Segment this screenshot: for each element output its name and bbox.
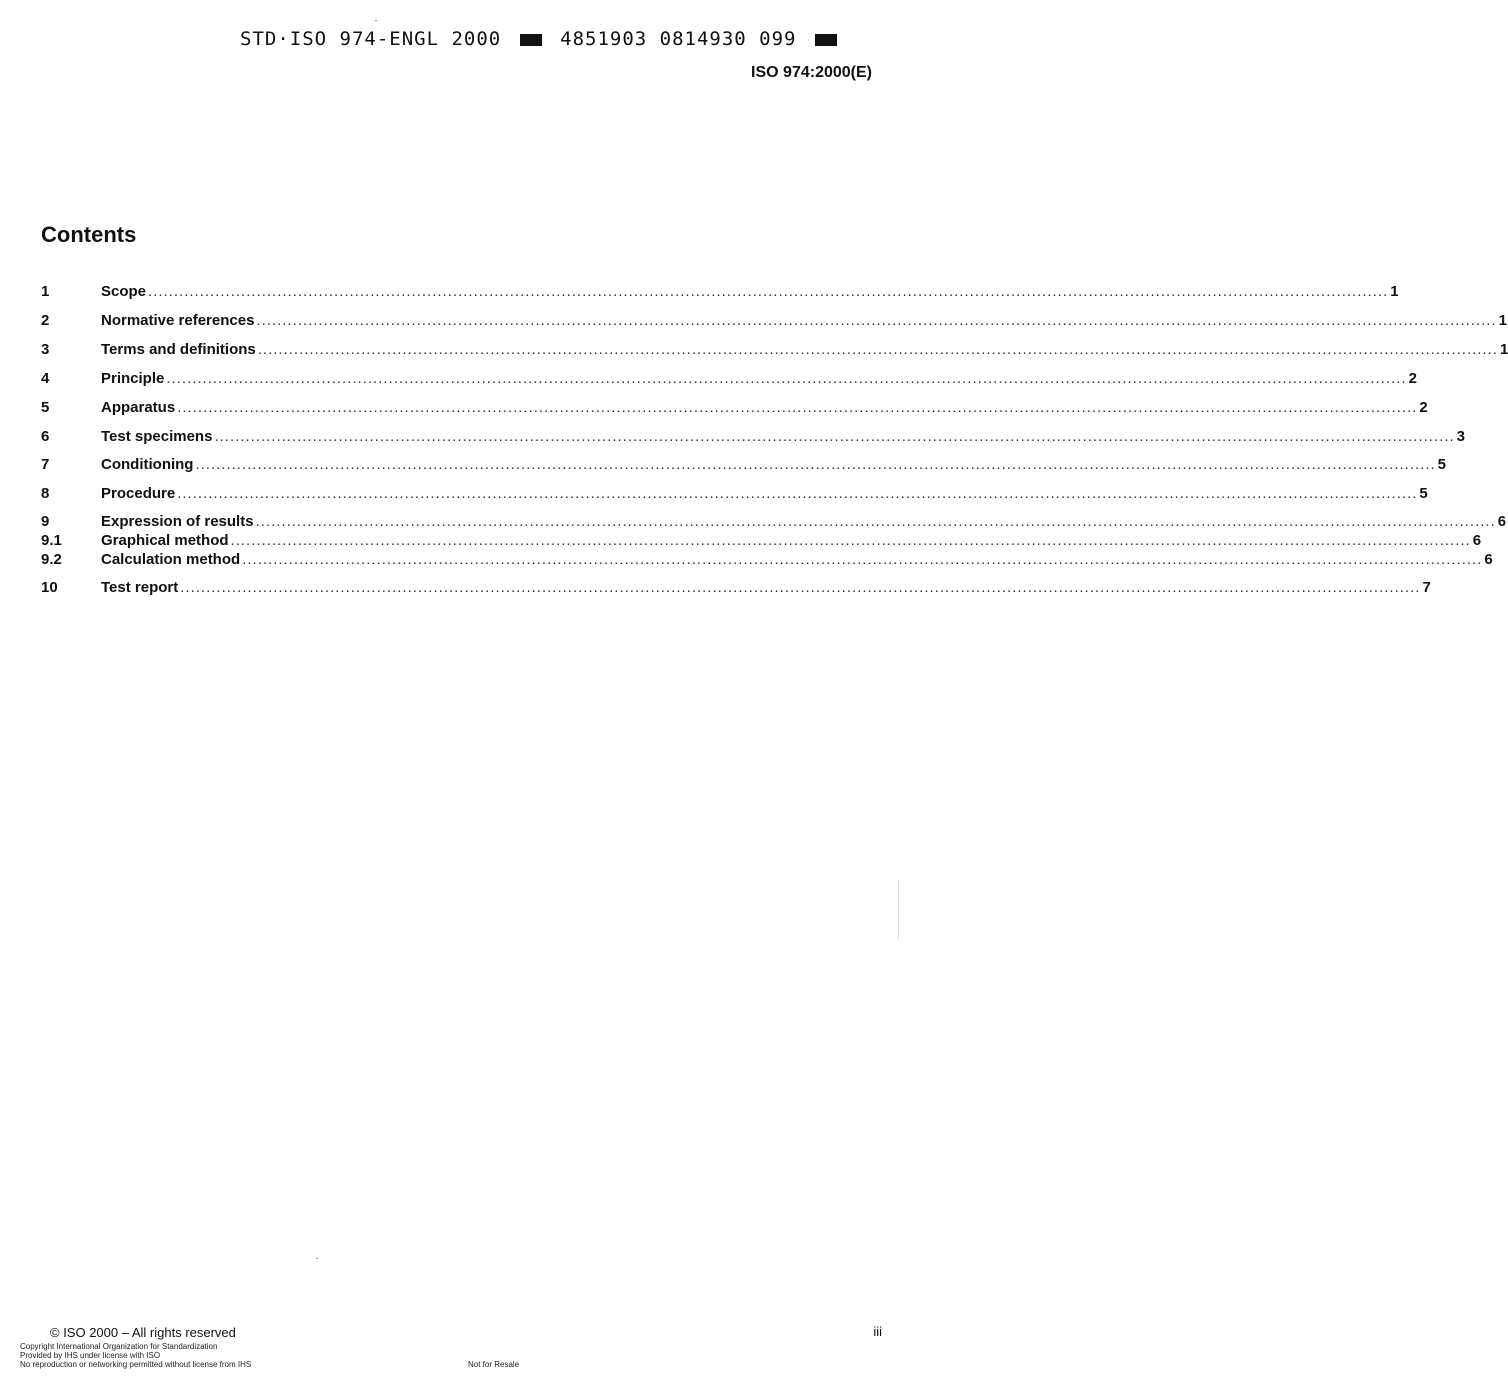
footer-line-license: No reproduction or networking permitted without license from IHS (20, 1360, 252, 1369)
toc-title: Expression of results (101, 513, 254, 530)
toc-number: 1 (41, 283, 50, 300)
toc-leader-dots: ................................................................................................................................................................................................................................................ (242, 551, 1483, 568)
toc-leader-dots: ................................................................................................................................................................................................................................................ (180, 579, 1421, 596)
toc-leader-dots: ................................................................................................................................................................................................................................................ (255, 513, 1496, 530)
toc-number: 2 (41, 312, 50, 329)
black-bar-1 (520, 34, 542, 46)
toc-leader-dots: ................................................................................................................................................................................................................................................ (195, 456, 1436, 473)
toc-page: 5 (1419, 485, 1428, 502)
toc-page: 1 (1499, 341, 1508, 358)
scan-artifact (898, 880, 899, 940)
toc-entry[interactable] (41, 341, 1508, 358)
toc-title: Procedure (101, 485, 176, 502)
black-bar-2 (815, 34, 837, 46)
toc-title: Test report (101, 579, 179, 596)
toc-title: Principle (101, 370, 165, 387)
toc-entry[interactable] (41, 513, 1507, 530)
toc-page: 6 (1497, 513, 1507, 530)
toc-page: 6 (1472, 532, 1482, 549)
toc-entry[interactable] (41, 399, 1428, 416)
toc-page: 1 (1390, 283, 1399, 300)
toc-entry[interactable] (41, 428, 1465, 445)
toc-leader-dots: ................................................................................................................................................................................................................................................ (177, 485, 1418, 502)
toc-number: 9 (41, 513, 50, 530)
toc-page: 2 (1419, 399, 1428, 416)
toc-title: Scope (101, 283, 147, 300)
toc-number: 5 (41, 399, 50, 416)
toc-number: 10 (41, 579, 58, 596)
not-for-resale: Not for Resale (468, 1360, 520, 1369)
toc-entry[interactable] (41, 532, 1482, 549)
toc-page: 6 (1484, 551, 1493, 568)
scan-speck (316, 1258, 318, 1259)
toc-leader-dots: ................................................................................................................................................................................................................................................ (214, 428, 1455, 445)
toc-leader-dots: ................................................................................................................................................................................................................................................ (166, 370, 1407, 387)
toc-number: 9.2 (41, 551, 62, 568)
toc-number: 3 (41, 341, 50, 358)
footer-line-provider: Provided by IHS under license with ISO (20, 1351, 161, 1360)
toc-entry[interactable] (41, 312, 1507, 329)
toc-title: Conditioning (101, 456, 194, 473)
toc-title: Terms and definitions (101, 341, 256, 358)
toc-entry[interactable] (41, 485, 1428, 502)
toc-entry[interactable] (41, 551, 1493, 568)
toc-number: 8 (41, 485, 50, 502)
toc-number: 9.1 (41, 532, 62, 549)
toc-entry[interactable] (41, 456, 1447, 473)
page-title: Contents (41, 222, 137, 247)
toc-page: 1 (1498, 312, 1507, 329)
toc-leader-dots: ................................................................................................................................................................................................................................................ (177, 399, 1418, 416)
toc-number: 4 (41, 370, 50, 387)
toc-title: Calculation method (101, 551, 241, 568)
toc-entry[interactable] (41, 283, 1399, 300)
toc-entry[interactable] (41, 370, 1417, 387)
toc-page: 5 (1437, 456, 1447, 473)
toc-leader-dots: ................................................................................................................................................................................................................................................ (256, 312, 1497, 329)
toc-page: 7 (1422, 579, 1431, 596)
barcode-header (240, 28, 843, 50)
copyright-notice: © ISO 2000 – All rights reserved (50, 1325, 236, 1340)
toc-page: 3 (1456, 428, 1465, 445)
toc-leader-dots: ................................................................................................................................................................................................................................................ (257, 341, 1498, 358)
toc-number: 7 (41, 456, 50, 473)
page-number: iii (873, 1324, 882, 1339)
footer-line-copyright: Copyright International Organization for Standardization (20, 1342, 218, 1351)
toc-entry[interactable] (41, 579, 1431, 596)
scan-speck (375, 20, 377, 21)
toc-leader-dots: ................................................................................................................................................................................................................................................ (230, 532, 1471, 549)
toc-title: Graphical method (101, 532, 229, 549)
toc-title: Normative references (101, 312, 255, 329)
toc-page: 2 (1408, 370, 1417, 387)
toc-leader-dots: ................................................................................................................................................................................................................................................ (148, 283, 1389, 300)
header-code-1: STD·ISO 974-ENGL 2000 (240, 28, 502, 50)
header-code-2: 4851903 0814930 099 (560, 28, 797, 50)
toc-title: Test specimens (101, 428, 213, 445)
toc-title: Apparatus (101, 399, 176, 416)
document-reference: ISO 974:2000(E) (751, 64, 872, 81)
toc-number: 6 (41, 428, 50, 445)
